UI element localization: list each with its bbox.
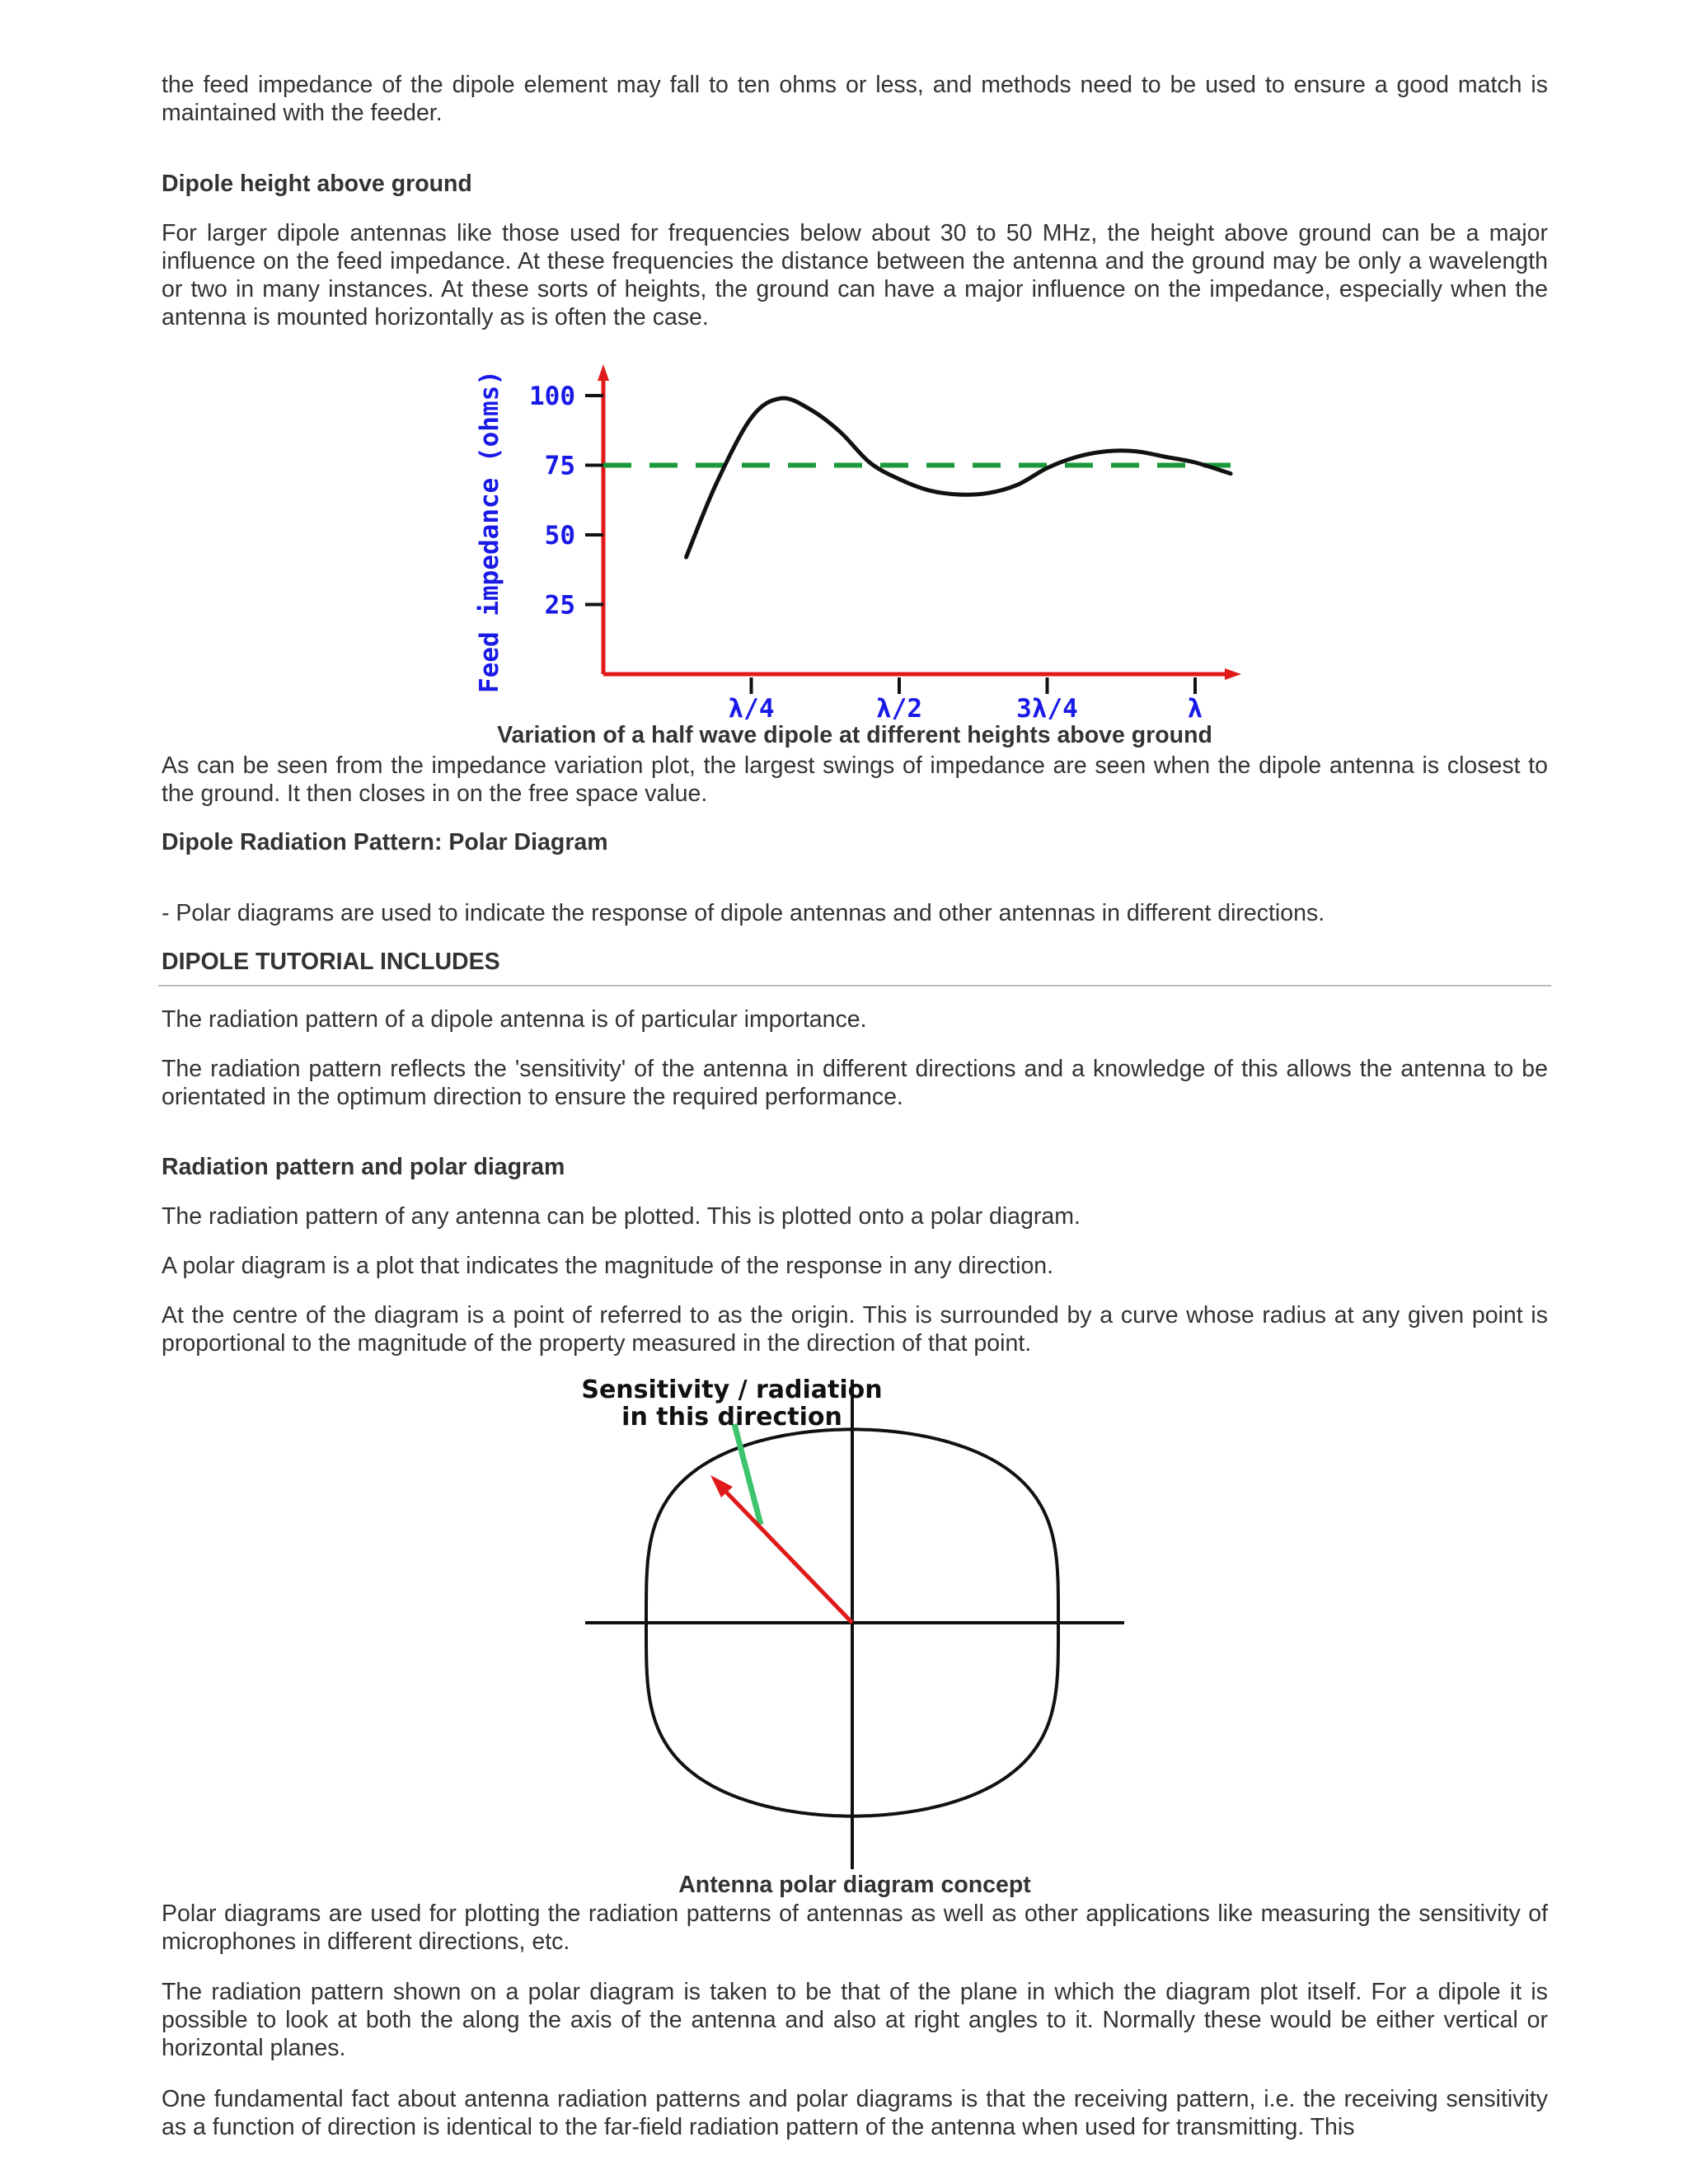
heading-tutorial-includes: DIPOLE TUTORIAL INCLUDES	[162, 949, 500, 975]
heading-dipole-height: Dipole height above ground	[162, 171, 472, 197]
polar-intro-paragraph: - Polar diagrams are used to indicate the response of dipole antennas and other antennas in different directions.	[162, 900, 1325, 926]
polar-diagram	[162, 1368, 1548, 1871]
centre-paragraph: At the centre of the diagram is a point of referred to as the origin. This is surrounded by a curve whose radius at any given point is proportional to the magnitude of the property measured in the direction of that point.	[162, 1302, 1548, 1357]
polar-upper-lobe	[852, 1432, 1151, 1623]
sensitivity-paragraph: The radiation pattern reflects the 'sensitivity' of the antenna in different directions and a knowledge of this allows the antenna to be orientated in the optimum direction to ensure the required performance.	[162, 1056, 1548, 1110]
x-tick-label: λ/4	[728, 694, 775, 724]
y-axis-label: Feed impedance (ohms)	[475, 370, 504, 693]
larger-dipoles-paragraph: For larger dipole antennas like those used for frequencies below about 30 to 50 MHz, the height above ground can be a major influence on the feed impedance. At these frequencies the distance between the antenna and the ground may be only a wavelength or two in many instances. At these sorts of heights, the ground can have a major influence on the impedance, especially when the antenna is mounted horizontally as is often the case.	[162, 220, 1548, 330]
y-tick-label: 25	[544, 590, 575, 621]
intro-paragraph: the feed impedance of the dipole element may fall to ten ohms or less, and methods need to be used to ensure a good match is maintained with the feeder.	[162, 72, 1548, 126]
heading-pattern-polar: Radiation pattern and polar diagram	[162, 1154, 565, 1180]
radiation-vector	[718, 1483, 852, 1623]
polar-label-line2: in this direction	[621, 1403, 842, 1432]
pointer-line	[734, 1424, 761, 1525]
x-tick-label: λ/2	[876, 694, 922, 724]
fundamental-paragraph: One fundamental fact about antenna radiation patterns and polar diagrams is that the receiving pattern, i.e. the receiving sensitivity as a function of direction is identical to the far-field radiation pattern of the antenna when used for transmitting. This	[162, 2086, 1548, 2140]
impedance-curve	[687, 398, 1231, 557]
y-axis-arrowhead	[598, 364, 609, 381]
x-tick-label: λ	[1187, 694, 1203, 724]
swings-paragraph: As can be seen from the impedance variation plot, the largest swings of impedance are seen when the dipole antenna is closest to the ground. It then closes in on the free space value.	[162, 752, 1548, 807]
y-tick-label: 100	[529, 382, 575, 411]
impedance-chart	[162, 354, 1548, 724]
plotted-paragraph: The radiation pattern of any antenna can be plotted. This is plotted onto a polar diagram.	[162, 1203, 1081, 1230]
x-tick-label: 3λ/4	[1016, 694, 1078, 724]
microphones-paragraph: Polar diagrams are used for plotting the radiation patterns of antennas as well as other applications like measuring the sensitivity of microphones in different directions, etc.	[162, 1900, 1548, 1955]
polar-label-line1: Sensitivity / radiation	[581, 1376, 883, 1404]
impedance-chart-caption: Variation of a half wave dipole at different heights above ground	[497, 722, 1212, 748]
magnitude-paragraph: A polar diagram is a plot that indicates the magnitude of the response in any direction.	[162, 1253, 1054, 1279]
heading-radiation-pattern: Dipole Radiation Pattern: Polar Diagram	[162, 829, 608, 855]
x-axis-arrowhead	[1225, 668, 1241, 680]
y-tick-label: 75	[544, 451, 575, 481]
section-divider	[158, 985, 1551, 987]
y-tick-label: 50	[544, 521, 575, 551]
polar-diagram-caption: Antenna polar diagram concept	[678, 1872, 1031, 1898]
importance-paragraph: The radiation pattern of a dipole antenna is of particular importance.	[162, 1006, 867, 1033]
plane-paragraph: The radiation pattern shown on a polar diagram is taken to be that of the plane in which the diagram plot itself. For a dipole it is possible to look at both the along the axis of the antenna and also at right angles to it. Normally these would be either vertical or horizontal planes.	[162, 1979, 1548, 2061]
